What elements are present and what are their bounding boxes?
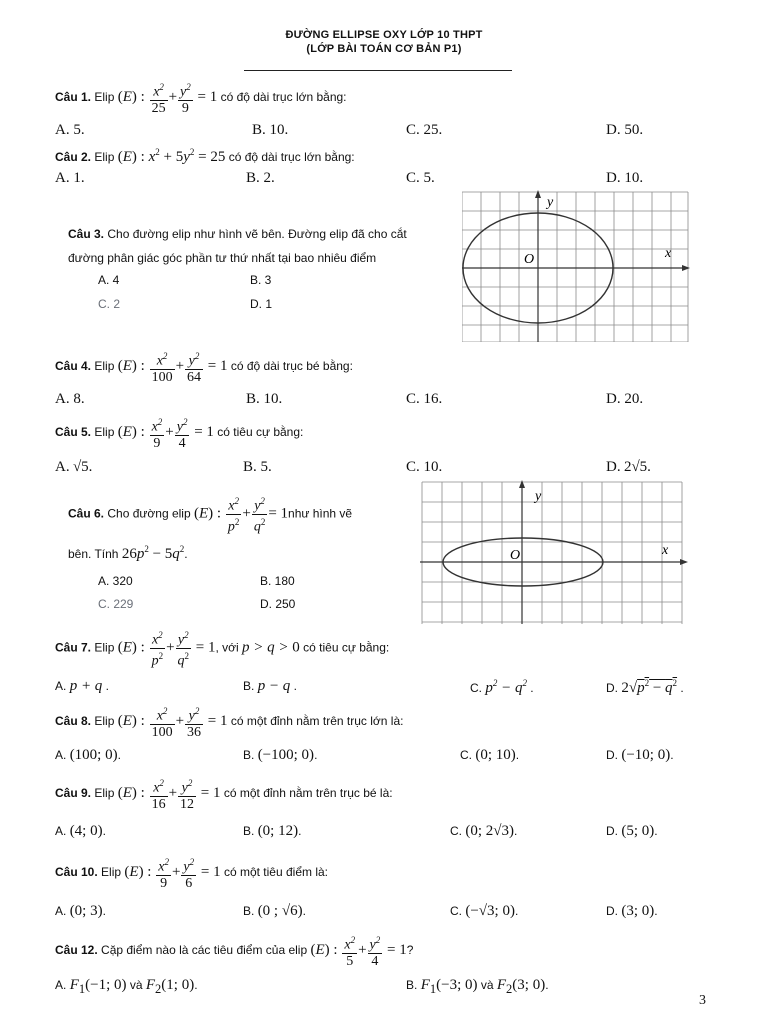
- graph1-x-label: x: [665, 246, 672, 261]
- q10-option-d[interactable]: D. (3; 0).: [606, 903, 658, 919]
- q8-option-c[interactable]: C. (0; 10).: [460, 747, 520, 763]
- q6-option-b[interactable]: B. 180: [260, 574, 295, 588]
- q8-option-a[interactable]: A. (100; 0).: [55, 747, 121, 763]
- question-6: Câu 6. Cho đường elip (E) : $\frac{x^2}{p^2}$ + $\frac{y^2}{q^2}$ = 1như hình vẽ: [68, 496, 353, 535]
- q5-option-c[interactable]: C. 10.: [406, 459, 443, 475]
- q3-option-d[interactable]: D. 1: [250, 297, 273, 311]
- question-3-line2: đường phân giác góc phần tư thứ nhất tại bao nhiêu điểm: [68, 251, 377, 265]
- graph1-y-label: y: [547, 195, 554, 210]
- q5-option-b[interactable]: B. 5.: [243, 459, 272, 475]
- q4-option-b[interactable]: B. 10.: [246, 391, 283, 407]
- q7-option-a[interactable]: A. p + q .: [55, 678, 109, 694]
- q2-option-a[interactable]: A. 1.: [55, 170, 85, 186]
- q9-option-a[interactable]: A. (4; 0).: [55, 823, 106, 839]
- q7-option-d[interactable]: D. $2√p^2 - q^2$ .: [606, 678, 684, 696]
- q1-option-a[interactable]: A. 5.: [55, 122, 85, 138]
- q2-option-b[interactable]: B. 2.: [246, 170, 275, 186]
- page-number: 3: [699, 993, 706, 1008]
- question-10: Câu 10. Elip (E) : $\frac{x^2}{9}$ + $\frac{y^2}{6}$ = 1 có một tiêu điểm là:: [55, 857, 328, 891]
- q3-option-a[interactable]: A. 4: [98, 273, 120, 287]
- question-5: Câu 5. Elip (E) : $\frac{x^2}{9}$ + $\frac{y^2}{4}$ = 1 có tiêu cự bằng:: [55, 417, 304, 451]
- q4-option-d[interactable]: D. 20.: [606, 391, 644, 407]
- q9-option-c[interactable]: C. (0; 2√3).: [450, 823, 518, 839]
- graph1-origin-label: O: [524, 252, 535, 267]
- q3-option-b[interactable]: B. 3: [250, 273, 272, 287]
- graph2-origin-label: O: [510, 548, 521, 563]
- q1-option-b[interactable]: B. 10.: [252, 122, 289, 138]
- q6-option-c[interactable]: C. 229: [98, 597, 134, 611]
- question-4: Câu 4. Elip (E) : $\frac{x^2}{100}$ + $\frac{y^2}{64}$ = 1 có độ dài trục bé bằng:: [55, 351, 353, 385]
- q4-option-a[interactable]: A. 8.: [55, 391, 85, 407]
- question-7: Câu 7. Elip (E) : $\frac{x^2}{p^2}$ + $\frac{y^2}{q^2}$ = 1, với p > q > 0 có tiêu cự bằng:: [55, 630, 390, 669]
- q9-option-d[interactable]: D. (5; 0).: [606, 823, 658, 839]
- q5-option-a[interactable]: A. √5.: [55, 459, 93, 475]
- q2-option-c[interactable]: C. 5.: [406, 170, 435, 186]
- q4-option-c[interactable]: C. 16.: [406, 391, 443, 407]
- ellipse-graph-2: [420, 478, 688, 624]
- q10-option-b[interactable]: B. (0 ; √6).: [243, 903, 306, 919]
- q6-option-d[interactable]: D. 250: [260, 597, 296, 611]
- q10-option-a[interactable]: A. (0; 3).: [55, 903, 106, 919]
- q12-option-a[interactable]: A. $F_1(-1$; 0) và $F_2(1$; 0).: [55, 977, 198, 996]
- question-8: Câu 8. Elip (E) : $\frac{x^2}{100}$ + $\frac{y^2}{36}$ = 1 có một đỉnh nằm trên trục lớn là:: [55, 706, 404, 740]
- question-2: Câu 2. Elip (E) : $x^2 + 5y^2 = 25$ có độ dài trục lớn bằng:: [55, 147, 355, 165]
- graph2-x-label: x: [662, 543, 669, 558]
- q7-option-b[interactable]: B. p − q .: [243, 678, 297, 694]
- q5-option-d[interactable]: D. 2√5.: [606, 459, 651, 475]
- q7-option-c[interactable]: C. $p^2 - q^2$ .: [470, 678, 534, 696]
- q1-option-d[interactable]: D. 50.: [606, 122, 644, 138]
- q10-option-c[interactable]: C. (−√3; 0).: [450, 903, 519, 919]
- q2-option-d[interactable]: D. 10.: [606, 170, 644, 186]
- q1-option-c[interactable]: C. 25.: [406, 122, 443, 138]
- q3-option-c[interactable]: C. 2: [98, 297, 121, 311]
- question-1: Câu 1. Elip (E) : $\frac{x^2}{25}$ + $\frac{y^2}{9}$ = 1 có độ dài trục lớn bằng:: [55, 82, 347, 116]
- q12-option-b[interactable]: B. $F_1(-3$; 0) và $F_2(3$; 0).: [406, 977, 549, 996]
- ellipse-graph-1: [462, 190, 690, 342]
- q6-option-a[interactable]: A. 320: [98, 574, 133, 588]
- question-6-line2: bên. Tính $26p^2 - 5q^2$.: [68, 544, 188, 562]
- graph2-y-label: y: [535, 489, 542, 504]
- question-3: Câu 3. Cho đường elip như hình vẽ bên. Đường elip đã cho cắt: [68, 227, 407, 241]
- question-12: Câu 12. Cặp điểm nào là các tiêu điểm của elip (E) : $\frac{x^2}{5}$ + $\frac{y^2}{4}$ = 1?: [55, 935, 414, 969]
- page-subtitle: (LỚP BÀI TOÁN CƠ BẢN P1): [306, 43, 462, 55]
- q8-option-d[interactable]: D. (−10; 0).: [606, 747, 674, 763]
- page-title: ĐƯỜNG ELLIPSE OXY LỚP 10 THPT: [285, 29, 483, 41]
- q9-option-b[interactable]: B. (0; 12).: [243, 823, 302, 839]
- q8-option-b[interactable]: B. (−100; 0).: [243, 747, 318, 763]
- question-9: Câu 9. Elip (E) : $\frac{x^2}{16}$ + $\frac{y^2}{12}$ = 1 có một đỉnh nằm trên trục bé là:: [55, 778, 393, 812]
- title-divider: [244, 70, 512, 71]
